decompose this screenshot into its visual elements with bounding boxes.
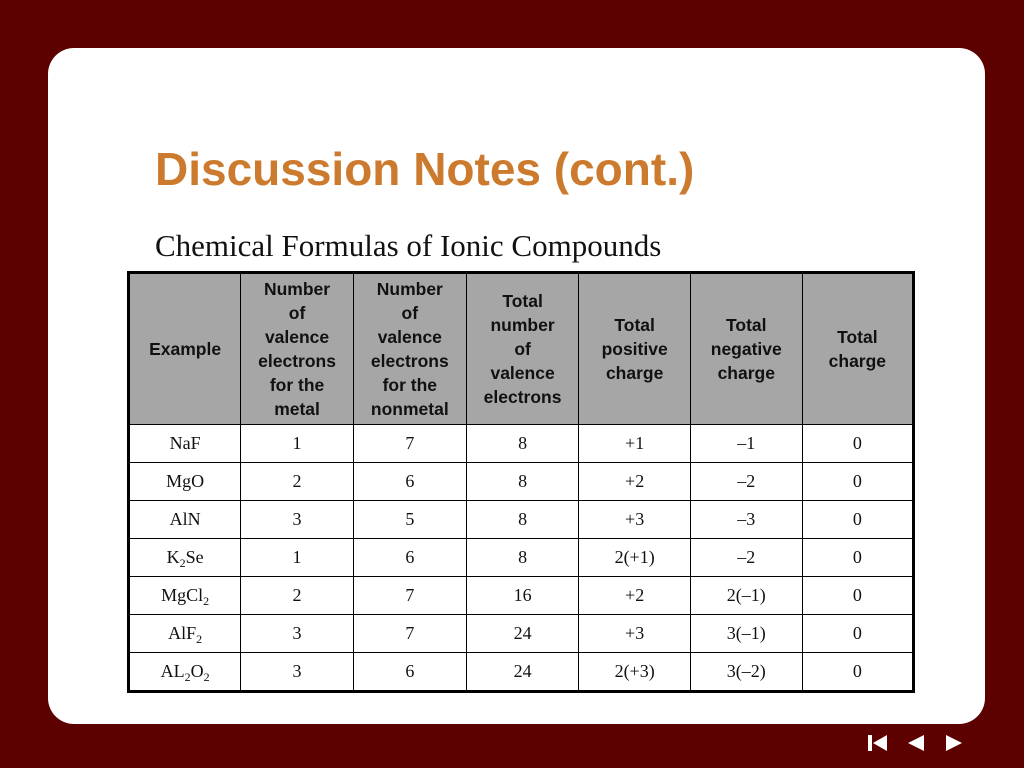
first-slide-icon [867, 734, 889, 752]
table-cell: 5 [353, 501, 466, 539]
formula-cell [129, 425, 241, 463]
table-cell: 8 [466, 539, 579, 577]
table-cell: 0 [802, 463, 913, 501]
table-cell: 6 [353, 653, 466, 692]
formula-part: NaF [169, 433, 201, 453]
column-header-line: Example [149, 339, 222, 359]
column-header-line: electrons [370, 351, 449, 371]
table-cell: +2 [579, 463, 690, 501]
column-header-line: of [401, 303, 419, 323]
column-header [353, 273, 466, 425]
formula-cell [129, 463, 241, 501]
formula-cell [129, 615, 241, 653]
table-cell: 8 [466, 463, 579, 501]
table-cell: –1 [690, 425, 802, 463]
table-cell: +3 [579, 615, 690, 653]
column-header-line: nonmetal [370, 399, 449, 419]
table-cell: 2(+1) [579, 539, 690, 577]
table-cell: 24 [466, 615, 579, 653]
table-cell: 2(+3) [579, 653, 690, 692]
formula-part: MgCl [161, 585, 204, 605]
table-cell: 0 [802, 501, 913, 539]
table-cell: 0 [802, 425, 913, 463]
first-slide-button[interactable] [866, 733, 890, 753]
table-cell: 7 [353, 577, 466, 615]
table-row [129, 501, 914, 539]
table-cell: 1 [241, 539, 354, 577]
table-cell: 0 [802, 653, 913, 692]
table-cell: –2 [690, 463, 802, 501]
column-header-line: Number [263, 279, 331, 299]
formula-subscript: 2 [184, 670, 191, 684]
table-cell: 6 [353, 539, 466, 577]
table-cell: 3(–2) [690, 653, 802, 692]
column-header-line: Total [726, 315, 767, 335]
table-cell: 1 [241, 425, 354, 463]
formula-part: AL [160, 661, 185, 681]
column-header-line: valence [377, 327, 442, 347]
table-cell: 3 [241, 653, 354, 692]
table-cell: 8 [466, 501, 579, 539]
table-row [129, 463, 914, 501]
column-header-line: of [288, 303, 306, 323]
column-header-line: of [514, 339, 531, 359]
table-row [129, 615, 914, 653]
column-header [579, 273, 690, 425]
column-header-line: charge [828, 351, 887, 371]
formula-part: O [190, 661, 204, 681]
column-header-line: number [490, 315, 555, 335]
next-slide-button[interactable] [942, 733, 966, 753]
column-header [690, 273, 802, 425]
column-header-line: Total [502, 291, 543, 311]
column-header-line: Number [376, 279, 443, 299]
column-header-line: charge [605, 363, 664, 383]
table-cell: +1 [579, 425, 690, 463]
column-header-line: for the [382, 375, 438, 395]
column-header-line: electrons [483, 387, 562, 407]
table-cell: 2(–1) [690, 577, 802, 615]
table-cell: +2 [579, 577, 690, 615]
formula-subscript: 2 [196, 632, 203, 646]
column-header [241, 273, 354, 425]
table-cell: 24 [466, 653, 579, 692]
column-header-line: valence [264, 327, 330, 347]
column-header-line: negative [710, 339, 782, 359]
column-header-line: for the [269, 375, 325, 395]
column-header-line: valence [490, 363, 555, 383]
formula-subscript: 2 [203, 594, 210, 608]
formula-part: K [166, 547, 180, 567]
table-row [129, 577, 914, 615]
table-cell: 0 [802, 615, 913, 653]
table-cell: 3 [241, 615, 354, 653]
table-cell: 2 [241, 463, 354, 501]
formula-subscript: 2 [203, 670, 210, 684]
slide-title: Discussion Notes (cont.) [155, 143, 695, 195]
column-header-line: charge [717, 363, 775, 383]
column-header-line: electrons [258, 351, 336, 371]
table-cell: 16 [466, 577, 579, 615]
table-cell: 0 [802, 539, 913, 577]
table-body [129, 425, 914, 692]
column-header [802, 273, 913, 425]
table-cell: 7 [353, 615, 466, 653]
formula-part: AlF [168, 623, 197, 643]
formula-part: Se [185, 547, 204, 567]
formula-cell [129, 577, 241, 615]
table-row [129, 653, 914, 692]
table-cell: 6 [353, 463, 466, 501]
slide-subtitle: Chemical Formulas of Ionic Compounds [155, 228, 662, 263]
column-header-line: Total [614, 315, 655, 335]
formula-part: AlN [169, 509, 201, 529]
table-cell: +3 [579, 501, 690, 539]
formula-part: MgO [166, 471, 205, 491]
table-header-row [129, 273, 914, 425]
table-cell: 7 [353, 425, 466, 463]
table-row [129, 539, 914, 577]
column-header [466, 273, 579, 425]
table-cell: 3 [241, 501, 354, 539]
formula-cell [129, 653, 241, 692]
previous-slide-button[interactable] [904, 733, 928, 753]
column-header-line: metal [274, 399, 320, 419]
formula-cell [129, 501, 241, 539]
table-row [129, 425, 914, 463]
table-cell: 3(–1) [690, 615, 802, 653]
slide-navigation [866, 733, 966, 753]
table-cell: 2 [241, 577, 354, 615]
column-header [129, 273, 241, 425]
ionic-compounds-table [127, 271, 915, 693]
formula-subscript: 2 [179, 556, 186, 570]
table-cell: 8 [466, 425, 579, 463]
column-header-line: positive [601, 339, 668, 359]
previous-slide-icon [906, 734, 926, 752]
table-cell: 0 [802, 577, 913, 615]
formula-cell [129, 539, 241, 577]
table-cell: –2 [690, 539, 802, 577]
column-header-line: Total [837, 327, 878, 347]
next-slide-icon [944, 734, 964, 752]
table-cell: –3 [690, 501, 802, 539]
